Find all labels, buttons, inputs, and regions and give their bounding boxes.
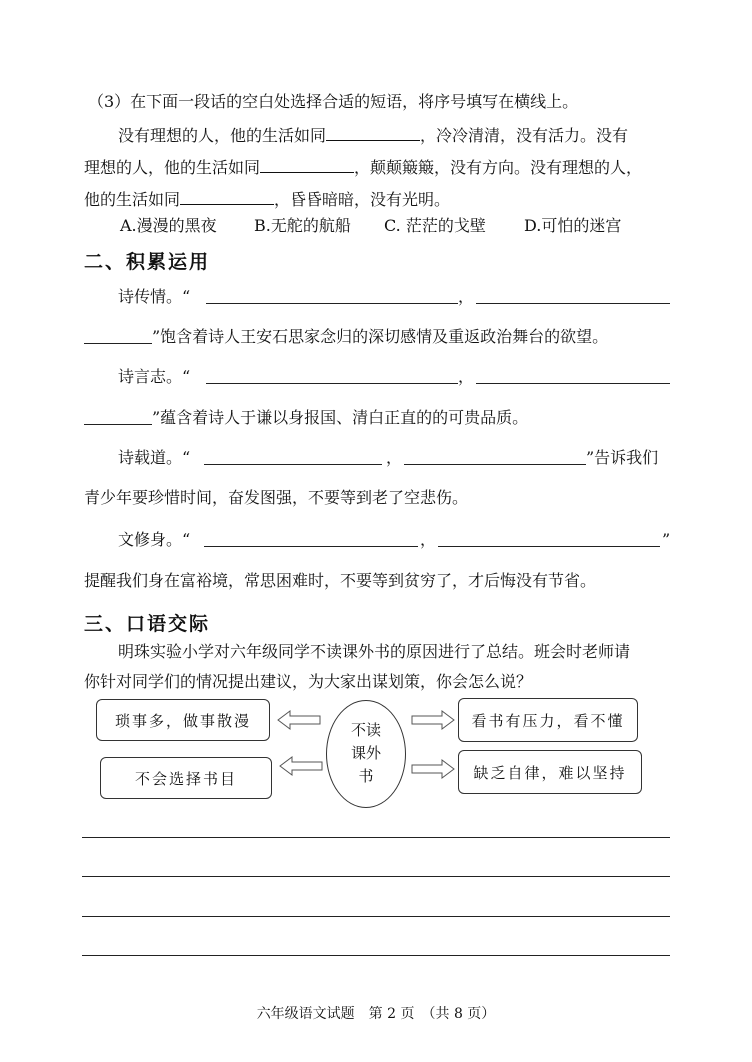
center-label-line-3: 书 (358, 767, 374, 785)
q3-instruction: （3）在下面一段话的空白处选择合适的短语，将序号填写在横线上。 (88, 92, 579, 111)
item3-blank-1[interactable] (204, 464, 382, 465)
item3-tail: 青少年要珍惜时间，奋发图强，不要等到老了空悲伤。 (84, 488, 469, 507)
item3-prefix: 诗载道。“ (118, 448, 191, 467)
item2-blank-3[interactable] (84, 424, 152, 425)
item1-blank-2[interactable] (476, 303, 670, 304)
item1-comma: ， (458, 287, 475, 306)
q3-line-2 (84, 156, 642, 178)
left-arrow-icon (276, 708, 322, 732)
answer-line-1[interactable] (82, 837, 670, 838)
center-label-line-1: 不读 (350, 721, 381, 739)
answer-line-4[interactable] (82, 955, 670, 956)
section3-paragraph-line-2: 你针对同学们的情况提出建议，为大家出谋划策，你会怎么说？ (84, 672, 533, 691)
q3-blank-2[interactable] (260, 156, 354, 173)
reason-box-pressure-label: 看书有压力，看不懂 (471, 711, 625, 730)
item2-blank-2[interactable] (476, 383, 670, 384)
q3-line1-text-a: 没有理想的人，他的生活如同 (118, 126, 327, 145)
q3-option-c: C. 茫茫的戈壁 (384, 216, 486, 235)
item3-after: ”告诉我们 (586, 448, 659, 467)
q3-line-1 (118, 124, 628, 146)
item2-comma: ， (458, 367, 475, 386)
item4-prefix: 文修身。“ (118, 530, 191, 549)
item1-blank-3[interactable] (84, 343, 152, 344)
item4-tail: 提醒我们身在富裕境，常思困难时，不要等到贫穷了，才后悔没有节省。 (84, 571, 597, 590)
section3-heading: 三、口语交际 (84, 613, 211, 635)
reason-box-book-selection (100, 757, 272, 799)
right-arrow-icon (410, 757, 456, 781)
item4-blank-1[interactable] (204, 546, 418, 547)
q3-blank-3[interactable] (180, 188, 274, 205)
page-footer: 六年级语文试题 第 2 页 （共 8 页） (256, 1006, 496, 1022)
q3-line3-text-a: 他的生活如同 (84, 190, 181, 209)
reason-box-self-discipline (458, 750, 642, 794)
reason-box-pressure (458, 698, 638, 742)
q3-blank-1[interactable] (326, 124, 420, 141)
center-ellipse (326, 700, 406, 808)
reason-box-trivial-matters (96, 699, 270, 741)
q3-line2-text-a: 理想的人，他的生活如同 (84, 158, 261, 177)
section3-paragraph-line-1: 明珠实验小学对六年级同学不读课外书的原因进行了总结。班会时老师请 (118, 642, 631, 661)
q3-option-b: B.无舵的航船 (254, 216, 351, 235)
q3-option-d: D.可怕的迷宫 (524, 216, 622, 235)
reason-box-trivial-matters-label: 琐事多，做事散漫 (114, 711, 251, 730)
item1-tail: ”饱含着诗人王安石思家念归的深切感情及重返政治舞台的欲望。 (152, 327, 609, 346)
q3-line1-text-b: ，冷冷清清，没有活力。没有 (420, 126, 629, 145)
item2-tail: ”蕴含着诗人于谦以身报国、清白正直的的可贵品质。 (152, 408, 529, 427)
item4-comma: ， (420, 530, 437, 549)
right-arrow-icon (410, 708, 456, 732)
item2-blank-1[interactable] (206, 383, 458, 384)
item1-blank-1[interactable] (206, 303, 458, 304)
left-arrow-icon (278, 754, 324, 778)
answer-line-2[interactable] (82, 876, 670, 877)
reason-box-self-discipline-label: 缺乏自律，难以坚持 (473, 763, 627, 782)
item1-prefix: 诗传情。“ (118, 287, 191, 306)
item3-comma: ， (386, 448, 403, 467)
center-label-line-2: 课外 (350, 744, 381, 762)
q3-line3-text-b: ，昏昏暗暗，没有光明。 (274, 190, 451, 209)
item4-blank-2[interactable] (438, 546, 660, 547)
item4-after: ” (662, 530, 671, 549)
reason-box-book-selection-label: 不会选择书目 (134, 769, 237, 788)
q3-option-a: A.漫漫的黑夜 (120, 216, 217, 235)
item2-prefix: 诗言志。“ (118, 367, 191, 386)
answer-line-3[interactable] (82, 916, 670, 917)
section2-heading: 二、积累运用 (84, 251, 211, 273)
item3-blank-2[interactable] (404, 464, 586, 465)
q3-line2-text-b: ，颠颠簸簸，没有方向。没有理想的人， (354, 158, 643, 177)
q3-line-3 (84, 188, 450, 210)
